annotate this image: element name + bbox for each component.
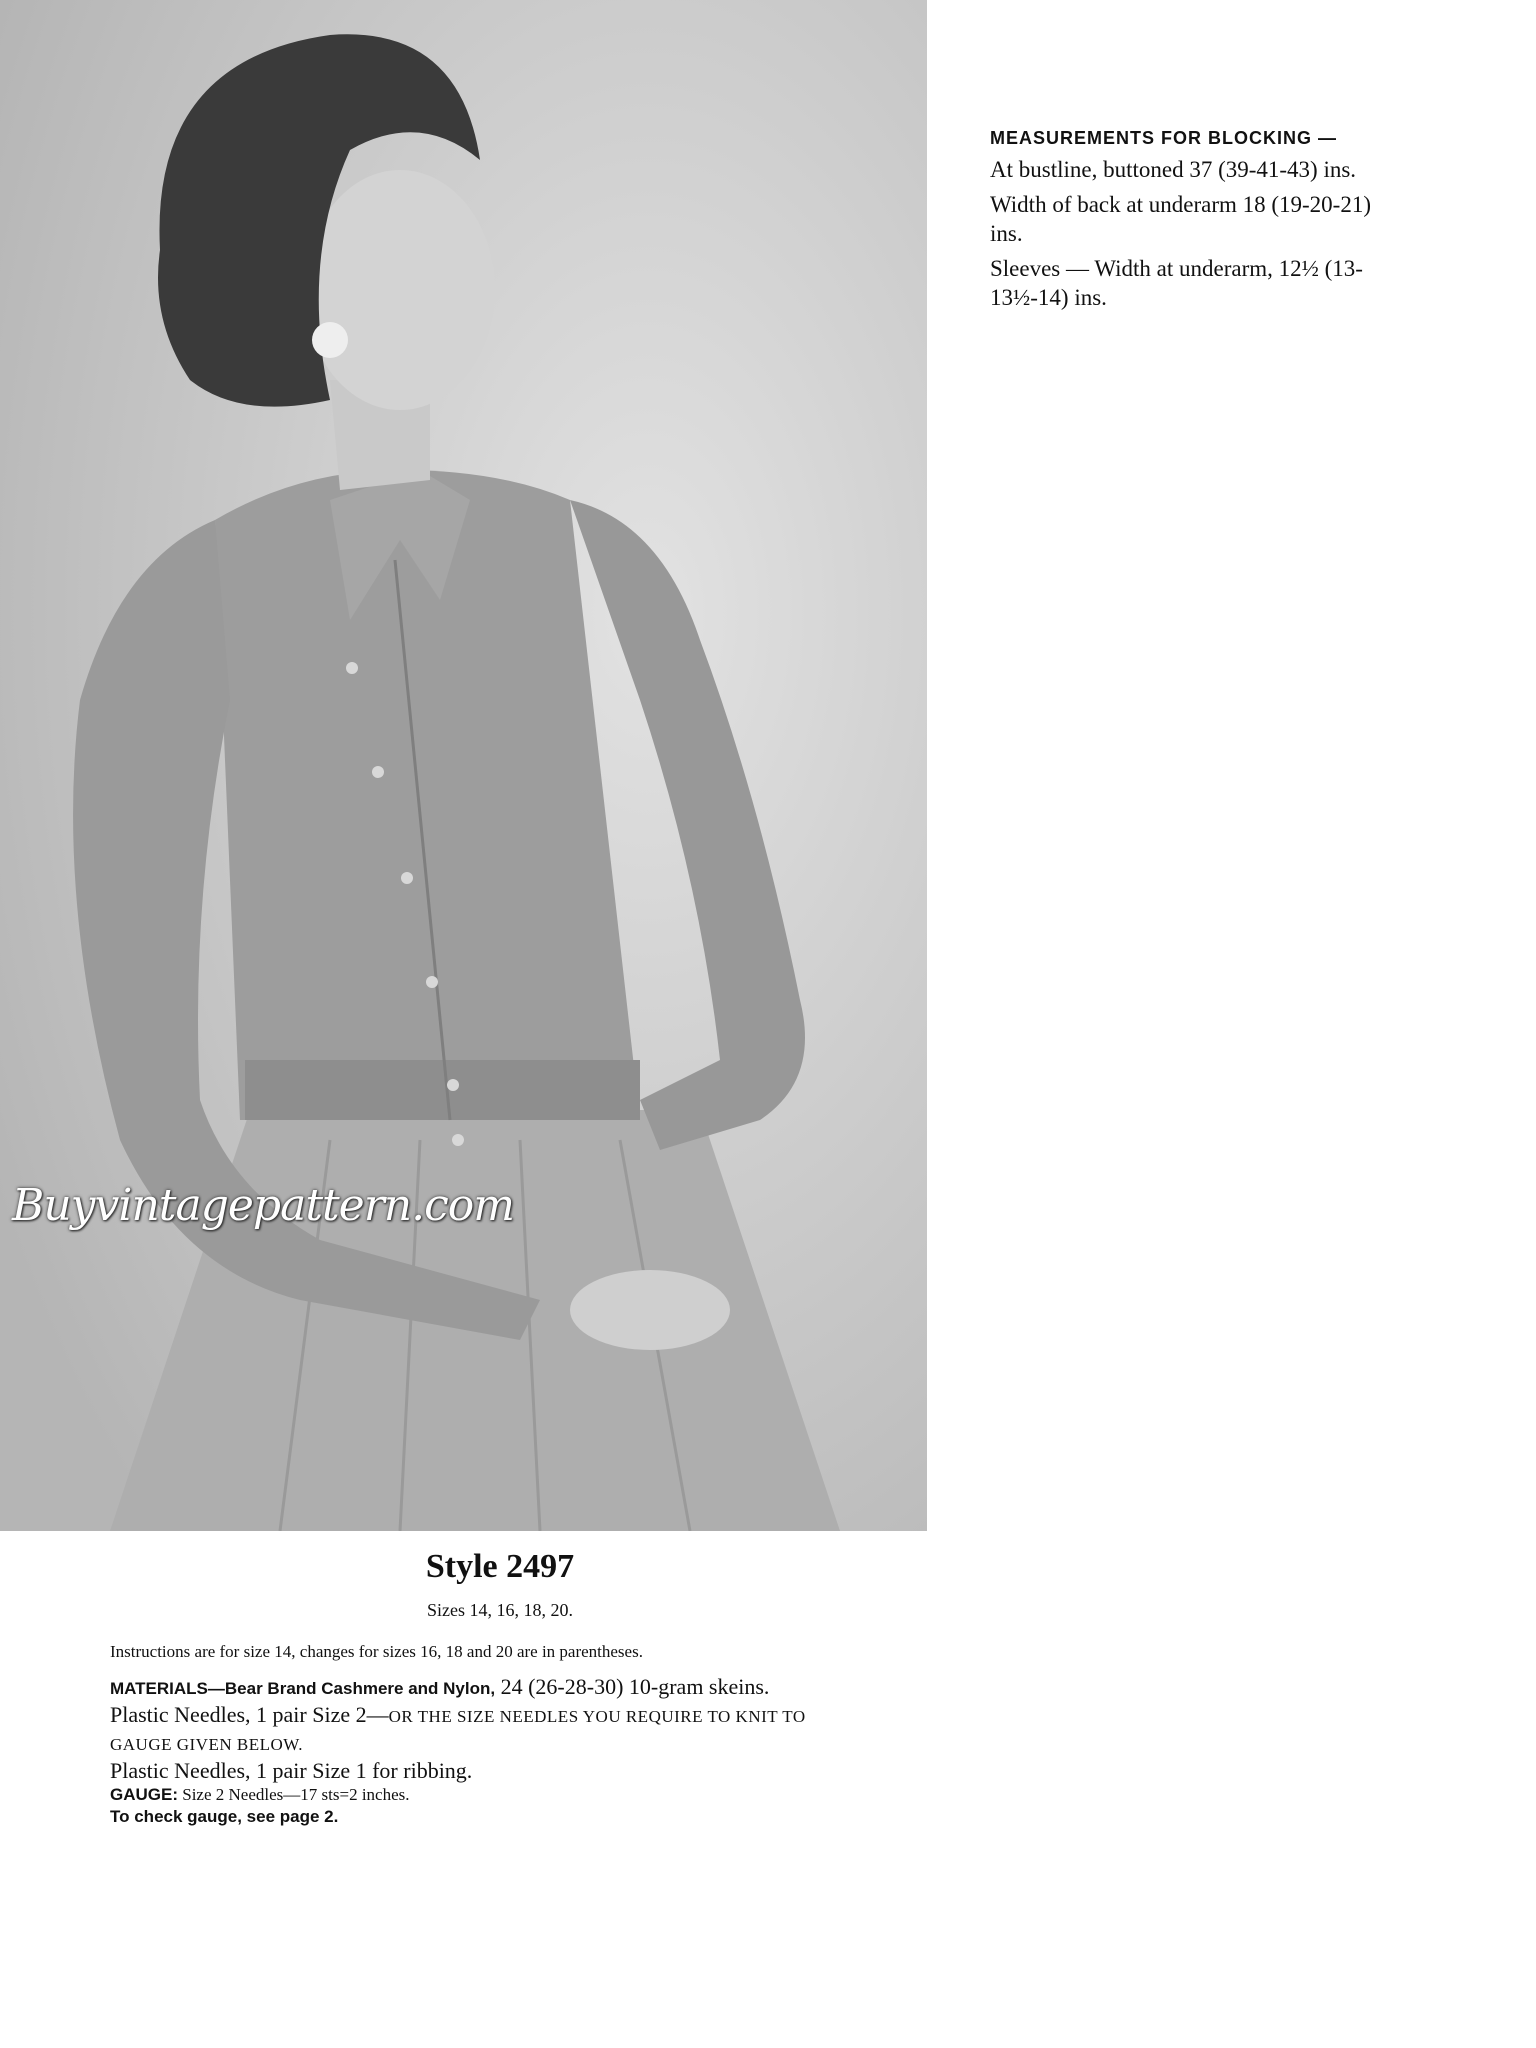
model-photo [0,0,927,1531]
measurement-sleeves: Sleeves — Width at underarm, 12½ (13-13½-14) ins. [990,256,1363,310]
needles-1: Plastic Needles, 1 pair Size 2— [110,1702,389,1727]
pattern-text [110,1640,870,1828]
materials-yarn: 24 (26-28-30) 10-gram skeins. [495,1674,770,1699]
gauge-check: To check gauge, see page 2. [110,1807,339,1826]
materials-line [110,1674,870,1702]
gauge-text: Size 2 Needles—17 sts=2 inches. [178,1785,410,1804]
materials-label: MATERIALS—Bear Brand Cashmere and Nylon, [110,1679,496,1698]
measurement-back: Width of back at underarm 18 (19-20-21) ins. [990,192,1372,246]
style-title: Style 2497 [425,1548,575,1585]
gauge-line [110,1784,870,1806]
needles-line-2: Plastic Needles, 1 pair Size 1 for ribbing. [110,1758,473,1783]
measurements-heading: MEASUREMENTS FOR BLOCKING — [990,128,1338,148]
style-sizes: Sizes 14, 16, 18, 20. [427,1600,573,1620]
model-illustration [0,0,927,1531]
instructions-note: Instructions are for size 14, changes for sizes 16, 18 and 20 are in parentheses. [110,1642,643,1661]
needles-1-caps: OR THE SIZE NEEDLES YOU REQUIRE TO KNIT TO GAUGE GIVEN BELOW. [110,1707,806,1754]
gauge-label: GAUGE: [110,1785,178,1804]
measurements-block [990,128,1375,318]
measurement-bust: At bustline, buttoned 37 (39-41-43) ins. [990,157,1357,182]
watermark: Buyvintagepattern.com [12,1180,514,1231]
needles-line-1 [110,1702,870,1758]
